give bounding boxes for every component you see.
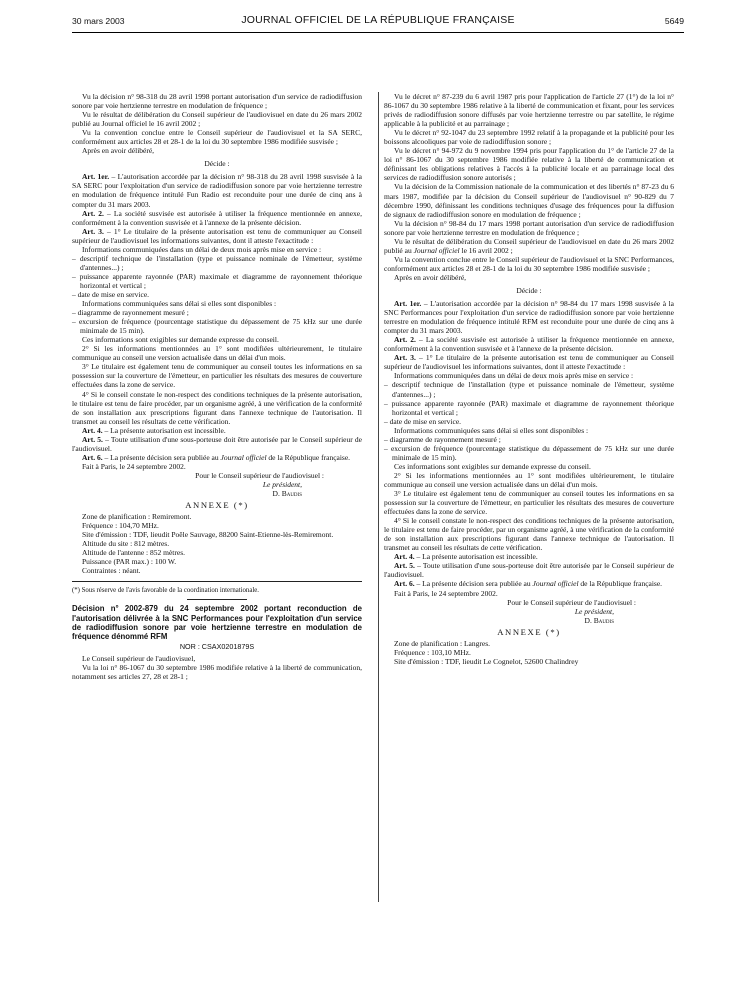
- article-text: de la République française.: [266, 452, 351, 462]
- article-4: [384, 552, 674, 561]
- article-label: Art. 1er.: [82, 172, 110, 182]
- paragraph: Vu la convention conclue entre le Conseil supérieur de l'audiovisuel et la SNC Performances, conformément aux articles 28 et 28-1 de la loi du 30 septembre 1986 modifiée susvisée ;: [384, 254, 674, 273]
- paragraph-text: Vu le résultat de délibération du Conseil supérieur de l'audiovisuel en date du 26 mars 2002 publié au: [384, 236, 674, 255]
- article-6: [72, 453, 362, 462]
- signature-name: D. Baudis: [584, 615, 614, 625]
- paragraph: Vu le décret n° 87-239 du 6 avril 1987 pris pour l'application de l'article 27 (1°) de la loi n° 86-1067 du 30 septembre 1986 relative à la liberté de communication et fixant, pour les services privés de radiodiffusion sonore diffusés par voie hertzienne terrestre ou par satellite, le régime applicable à la publicité et au parrainage ;: [384, 92, 674, 129]
- annex-line: Fréquence : 103,10 MHz.: [394, 647, 471, 657]
- paragraph: Vu le décret n° 94-972 du 9 novembre 1994 pris pour l'application du 1° de l'article 27 de la loi n° 86-1067 du 30 septembre 1986 modifiée relative à la liberté de communication et définissant les obligations relatives à l'accès à la publicité locale et au parrainage local des services de radiodiffusion sonore autorisés ;: [384, 146, 674, 183]
- paragraph: Vu le décret n° 92-1047 du 23 septembre 1992 relatif à la propagande et la publicité pour les boissons alcooliques par voie de radiodiffusion sonore ;: [384, 128, 674, 147]
- article-text: – 1° Le titulaire de la présente autorisation est tenu de communiquer au Conseil supérieur de l'audiovisuel les informations suivantes, dont il atteste l'exactitude :: [72, 226, 362, 245]
- paragraph: Informations communiquées sans délai si elles sont disponibles :: [394, 425, 589, 435]
- article-text: – L'autorisation accordée par la décision n° 98-84 du 17 mars 1998 susvisée à la SNC Performances pour l'exploitation d'un service de radiodiffusion sonore par voie hertzienne terrestre en modulation de fréquence intitulé RFM est reconduite pour une durée de cinq ans à compter du 31 mars 2003.: [384, 299, 674, 336]
- article-label: Art. 5.: [82, 434, 103, 444]
- article-2: [384, 335, 674, 353]
- article-label: Art. 3.: [82, 226, 104, 236]
- annex-heading: ANNEXE (*): [185, 500, 249, 511]
- list-item: – puissance apparente rayonnée (PAR) maximale et diagramme de rayonnement théorique horizontal et vertical ;: [384, 399, 674, 417]
- article-text: – Toute utilisation d'une sous-porteuse doit être autorisée par le Conseil supérieur de l'audiovisuel.: [384, 561, 674, 580]
- paragraph: 3° Le titulaire est également tenu de communiquer au conseil toutes les informations en sa possession sur la couverture de l'émetteur, en particulier les résultats des mesures de couverture effectuées dans la zone de service.: [72, 362, 362, 390]
- article-label: Art. 1er.: [394, 299, 422, 309]
- article-text: – L'autorisation accordée par la décision n° 98-318 du 28 avril 1998 susvisée à la SA SERC pour l'exploitation d'un service de radiodiffusion sonore par voie hertzienne terrestre en modulation de fréquence intitulé Fun Radio est reconduite pour une durée de cinq ans à compter du 31 mars 2003.: [72, 172, 362, 209]
- paragraph: 4° Si le conseil constate le non-respect des conditions techniques de la présente autorisation, le titulaire est tenu de faire procéder, par un organisme agréé, à une vérification de la conformité de son installation aux prescriptions figurant dans l'annexe technique de l'autorisation. Il transmet au conseil les résultats de cette vérification.: [384, 516, 674, 553]
- paragraph: Après en avoir délibéré,: [394, 272, 467, 282]
- paragraph: Ces informations sont exigibles sur demande expresse du conseil.: [394, 461, 591, 471]
- signature-title: Le président,: [262, 479, 302, 489]
- paragraph: 4° Si le conseil constate le non-respect des conditions techniques de la présente autorisation, le titulaire est tenu de faire procéder, par un organisme agréé, à une vérification de la conformité de son installation aux prescriptions figurant dans l'annexe technique de l'autorisation. Il transmet au conseil les résultats de cette vérification.: [72, 389, 362, 426]
- footnote: (*) Sous réserve de l'avis favorable de la coordination internationale.: [72, 587, 259, 595]
- annex-line: Fréquence : 104,70 MHz.: [82, 521, 159, 531]
- header-title: JOURNAL OFFICIEL DE LA RÉPUBLIQUE FRANÇAISE: [241, 14, 515, 26]
- paragraph: Vu la loi n° 86-1067 du 30 septembre 1986 modifiée relative à la liberté de communication, notamment ses articles 27, 28 et 28-1 ;: [72, 663, 362, 682]
- article-4: [72, 426, 362, 435]
- article-3: [72, 227, 362, 245]
- signature-name: D. Baudis: [272, 489, 302, 499]
- journal-name: Journal officiel: [532, 579, 579, 589]
- list-item: – excursion de fréquence (pourcentage statistique du dépassement de 75 kHz sur une durée minimale de 15 min).: [72, 317, 362, 335]
- page-number: 5649: [664, 16, 684, 26]
- article-3: [384, 353, 674, 371]
- left-column: [72, 92, 362, 681]
- annex-line: Puissance (PAR max.) : 100 W.: [82, 557, 177, 567]
- section-rule: [187, 599, 247, 600]
- paragraph: 3° Le titulaire est également tenu de communiquer au conseil toutes les informations en sa possession sur la couverture de l'émetteur, en particulier les résultats des mesures de couverture effectuées dans la zone de service.: [384, 489, 674, 517]
- annex-line: Contraintes : néant.: [82, 566, 141, 576]
- paragraph: Vu la décision n° 98-318 du 28 avril 1998 portant autorisation d'un service de radiodiffusion sonore par voie hertzienne terrestre en modulation de fréquence ;: [72, 92, 362, 111]
- article-5: [72, 435, 362, 453]
- nor-reference: NOR : CSAX0201879S: [179, 642, 255, 652]
- list-item: – descriptif technique de l'installation (type et puissance nominale de l'émetteur, système d'antennes...) ;: [384, 380, 674, 398]
- list-item: – puissance apparente rayonnée (PAR) maximale et diagramme de rayonnement théorique horizontal et vertical ;: [72, 272, 362, 290]
- article-1: [384, 299, 674, 335]
- paragraph: 2° Si les informations mentionnées au 1° sont modifiées ultérieurement, le titulaire communique au conseil une version actualisée dans un délai d'un mois.: [384, 470, 674, 489]
- annex-line: Site d'émission : TDF, lieudit Le Cognelot, 52600 Chalindrey: [394, 656, 579, 666]
- article-label: Art. 2.: [82, 208, 104, 218]
- column-divider: [378, 92, 379, 902]
- article-label: Art. 2.: [394, 335, 416, 345]
- article-text: de la République française.: [578, 579, 663, 589]
- paragraph: 2° Si les informations mentionnées au 1° sont modifiées ultérieurement, le titulaire communique au conseil une version actualisée dans un délai d'un mois.: [72, 344, 362, 363]
- annex-heading: ANNEXE (*): [497, 626, 561, 637]
- paragraph: Vu la décision de la Commission nationale de la communication et des libertés n° 87-23 du 6 mars 1987, modifiée par la décision du Conseil supérieur de l'audiovisuel n° 90-829 du 7 décembre 1990, définissant les conditions techniques d'usage des fréquences pour la diffusion de signaux de radiodiffusion sonore en modulation de fréquence ;: [384, 182, 674, 219]
- article-text: – La présente décision sera publiée au: [414, 579, 533, 589]
- paragraph: Ces informations sont exigibles sur demande expresse du conseil.: [82, 335, 279, 345]
- paragraph: [72, 110, 362, 128]
- page-header: [72, 14, 684, 30]
- paragraph: Informations communiquées sans délai si elles sont disponibles :: [82, 299, 277, 309]
- journal-name: Journal officiel: [413, 245, 460, 255]
- list-item: – date de mise en service.: [72, 290, 362, 299]
- decide-heading: Décide :: [516, 285, 542, 295]
- signature-place-date: Fait à Paris, le 24 septembre 2002.: [394, 588, 498, 598]
- article-2: [72, 209, 362, 227]
- signature-place-date: Fait à Paris, le 24 septembre 2002.: [82, 461, 186, 471]
- paragraph: Informations communiquées dans un délai de deux mois après mise en service :: [82, 244, 322, 254]
- paragraph: Après en avoir délibéré,: [82, 146, 155, 156]
- header-rule: [72, 32, 684, 33]
- article-label: Art. 4.: [82, 425, 103, 435]
- paragraph: [384, 237, 674, 255]
- article-1: [72, 172, 362, 208]
- right-column: [384, 92, 674, 666]
- list-item: – descriptif technique de l'installation (type et puissance nominale de l'émetteur, système d'antennes...) ;: [72, 254, 362, 272]
- article-text: – La présente autorisation est incessible.: [414, 552, 538, 562]
- annex-line: Site d'émission : TDF, lieudit Poêle Sauvage, 88200 Saint-Etienne-lès-Remiremont.: [82, 530, 334, 540]
- annex-line: Altitude de l'antenne : 852 mètres.: [82, 548, 185, 558]
- footnote-rule: [72, 581, 362, 582]
- decide-heading: Décide :: [204, 159, 230, 169]
- paragraph: Informations communiquées dans un délai de deux mois après mise en service :: [394, 371, 634, 381]
- article-label: Art. 4.: [394, 552, 415, 562]
- paragraph: Le Conseil supérieur de l'audiovisuel,: [82, 654, 196, 664]
- article-text: – 1° Le titulaire de la présente autorisation est tenu de communiquer au Conseil supérieur de l'audiovisuel les informations suivantes, dont il atteste l'exactitude :: [384, 353, 674, 372]
- header-date: 30 mars 2003: [72, 16, 125, 26]
- list-item: – date de mise en service.: [384, 417, 674, 426]
- annex-line: Zone de planification : Remiremont.: [82, 512, 192, 522]
- paragraph: Vu la décision n° 98-84 du 17 mars 1998 portant autorisation d'un service de radiodiffusion sonore par voie hertzienne terrestre en modulation de fréquence ;: [384, 218, 674, 237]
- paragraph-text: le 16 avril 2002 ;: [459, 245, 513, 255]
- signature-title: Le président,: [574, 606, 614, 616]
- annex-line: Zone de planification : Langres.: [394, 638, 491, 648]
- article-text: – Toute utilisation d'une sous-porteuse doit être autorisée par le Conseil supérieur de l'audiovisuel.: [72, 434, 362, 453]
- article-text: – La présente autorisation est incessible.: [102, 425, 226, 435]
- article-5: [384, 561, 674, 579]
- article-label: Art. 6.: [394, 579, 415, 589]
- signature-authority: Pour le Conseil supérieur de l'audiovisuel :: [507, 597, 636, 607]
- list-item: – diagramme de rayonnement mesuré ;: [72, 308, 362, 317]
- article-text: – La présente décision sera publiée au: [102, 452, 221, 462]
- journal-name: Journal officiel: [220, 452, 267, 462]
- article-text: – La société susvisée est autorisée à utiliser la fréquence mentionnée en annexe, conformément à la convention susvisée et à l'annexe de la présente décision.: [384, 335, 674, 354]
- article-label: Art. 3.: [394, 353, 416, 363]
- paragraph: Vu la convention conclue entre le Conseil supérieur de l'audiovisuel et la SA SERC, conformément aux articles 28 et 28-1 de la loi du 30 septembre 1986 modifiée susvisée ;: [72, 128, 362, 147]
- article-6: [384, 579, 674, 588]
- article-label: Art. 6.: [82, 452, 103, 462]
- list-item: – excursion de fréquence (pourcentage statistique du dépassement de 75 kHz sur une durée minimale de 15 min).: [384, 444, 674, 462]
- list-item: – diagramme de rayonnement mesuré ;: [384, 435, 674, 444]
- annex-line: Altitude du site : 812 mètres.: [82, 539, 170, 549]
- article-text: – La société susvisée est autorisée à utiliser la fréquence mentionnée en annexe, conformément à la convention susvisée et à l'annexe de la présente décision.: [72, 208, 362, 227]
- decision-title: Décision n° 2002-879 du 24 septembre 2002 portant reconduction de l'autorisation délivrée à la SNC Performances pour l'exploitation d'un service de radiodiffusion sonore par voie hertzienne terrestre en modulation de fréquence dénommé RFM: [72, 604, 362, 642]
- signature-authority: Pour le Conseil supérieur de l'audiovisuel :: [195, 470, 324, 480]
- paragraph-text: Vu le résultat de délibération du Conseil supérieur de l'audiovisuel en date du 26 mars 2002 publié au Journal officiel le 16 avril 2002 ;: [72, 110, 362, 129]
- article-label: Art. 5.: [394, 561, 415, 571]
